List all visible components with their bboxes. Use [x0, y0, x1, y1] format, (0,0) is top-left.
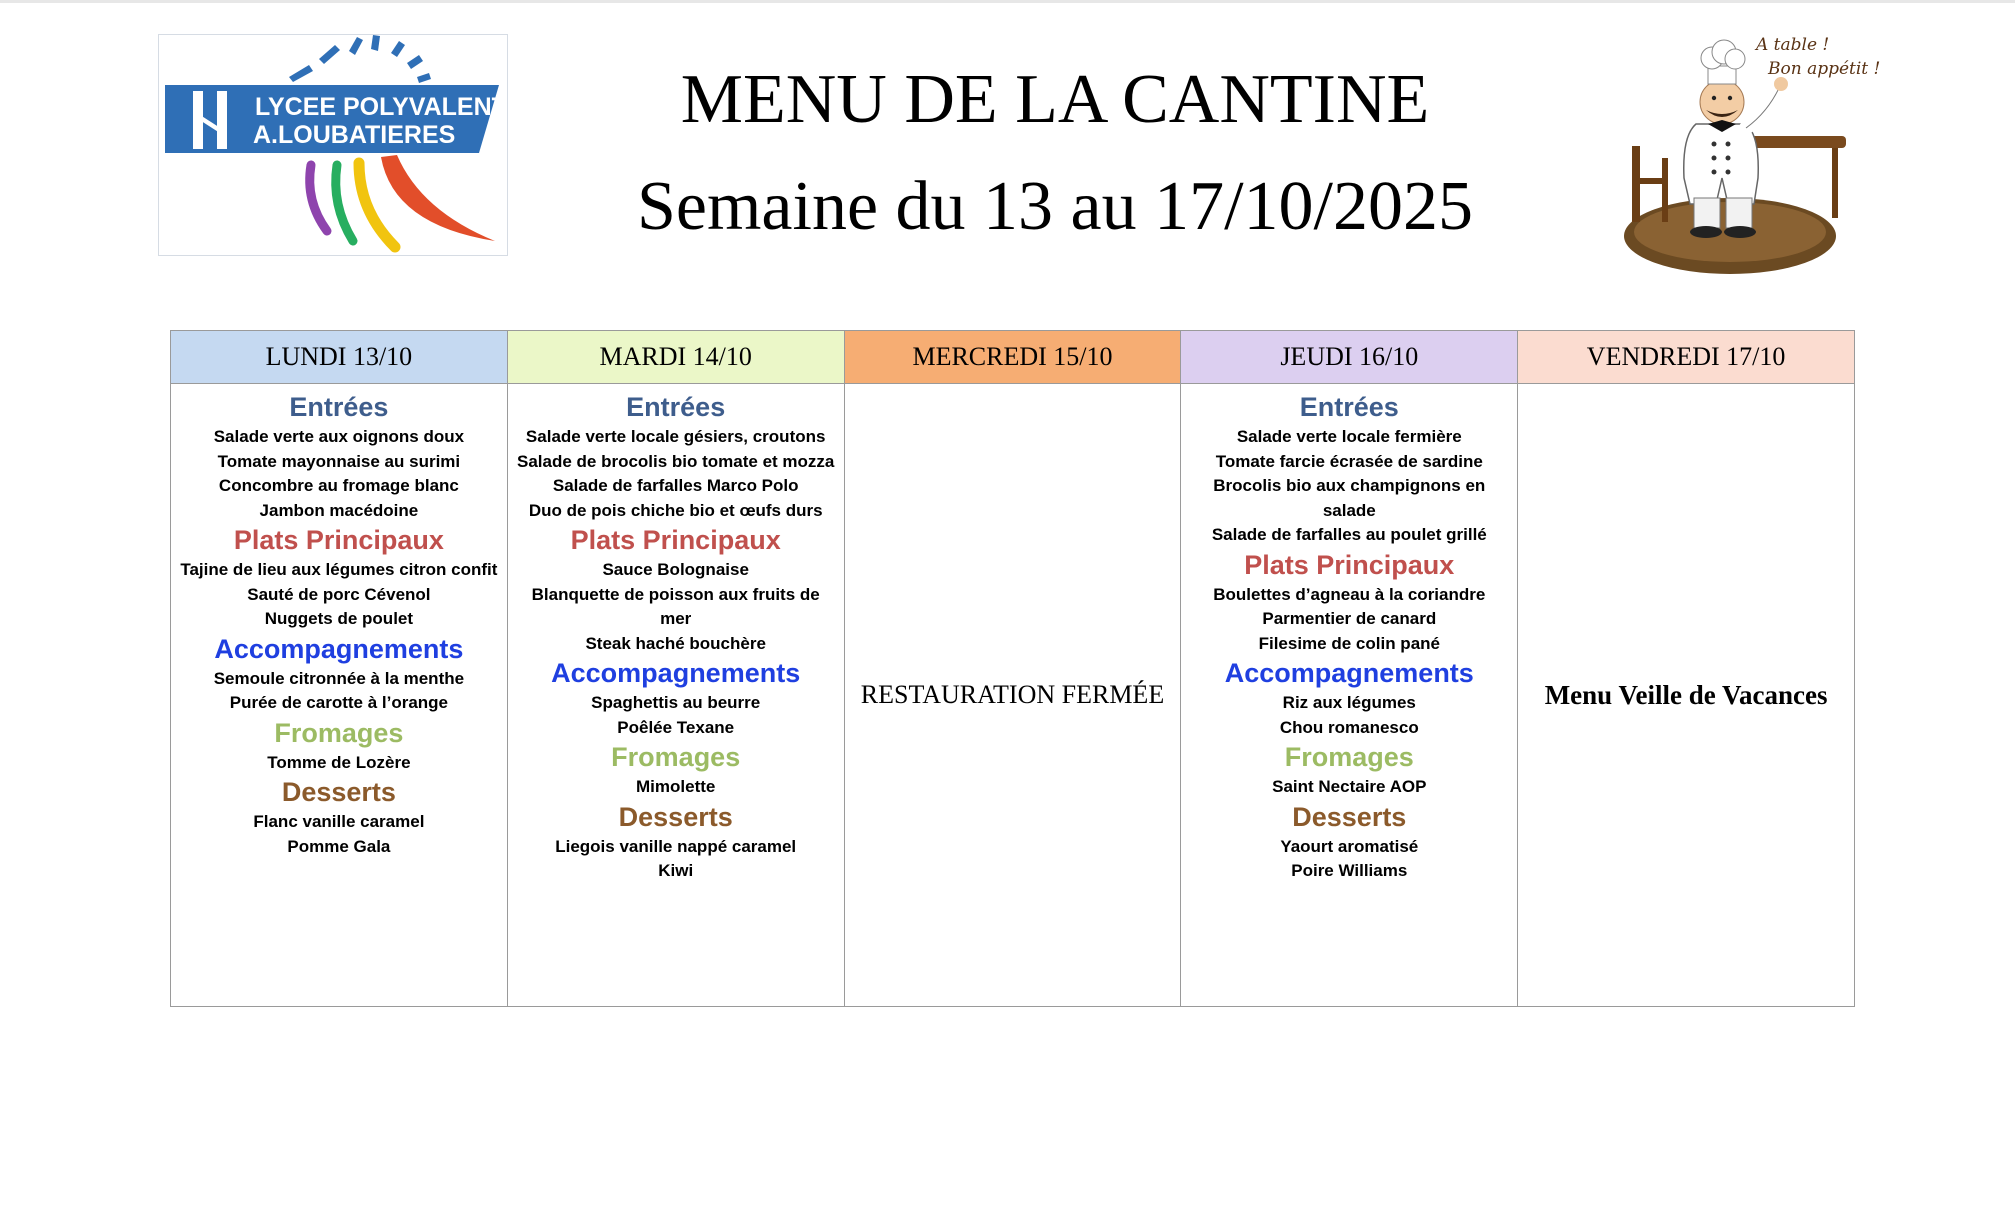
menu-item: Boulettes d’agneau à la coriandre	[1213, 584, 1486, 604]
menu-item: Poire Williams	[1291, 861, 1408, 880]
menu-item: Salade verte aux oignons doux	[213, 427, 465, 446]
header-vendredi: VENDREDI 17/10	[1518, 331, 1855, 384]
accompagnements-title: Accompagnements	[214, 633, 464, 664]
plats-title: Plats Principaux	[570, 525, 781, 555]
menu-item: Tajine de lieu aux légumes citron confit	[180, 560, 498, 579]
weekly-menu-table	[170, 330, 1855, 1007]
menu-item: salade	[1322, 500, 1376, 520]
menu-jeudi	[1181, 384, 1518, 1007]
menu-item: Steak haché bouchère	[585, 633, 766, 653]
menu-item: Sauce Bolognaise	[602, 560, 749, 579]
menu-row	[171, 384, 1855, 1007]
menu-item: Mimolette	[636, 777, 716, 796]
chef-caption-2: Bon appétit !	[1768, 59, 1881, 79]
menu-item: Duo de pois chiche bio et œufs durs	[528, 500, 823, 520]
entrees-title: Entrées	[626, 392, 726, 422]
menu-item: Saint Nectaire AOP	[1272, 777, 1427, 796]
menu-item: Blanquette de poisson aux fruits de	[531, 584, 820, 604]
menu-item: Nuggets de poulet	[264, 609, 414, 628]
menu-mardi	[507, 384, 844, 1007]
plats-title: Plats Principaux	[233, 525, 444, 555]
menu-item: Salade de farfalles au poulet grillé	[1211, 525, 1487, 544]
menu-item: Pomme Gala	[287, 836, 391, 856]
header-mercredi: MERCREDI 15/10	[844, 331, 1181, 384]
menu-item: Spaghettis au beurre	[591, 693, 761, 712]
menu-item: mer	[660, 609, 692, 628]
menu-item: Brocolis bio aux champignons en	[1213, 476, 1486, 495]
logo-line2: A.LOUBATIERES	[253, 121, 456, 149]
page-top-line	[0, 0, 2015, 3]
fromages-title: Fromages	[1284, 742, 1414, 772]
menu-item: Purée de carotte à l’orange	[229, 693, 449, 712]
menu-item: Kiwi	[658, 861, 694, 880]
desserts-title: Desserts	[281, 777, 396, 807]
desserts-title: Desserts	[618, 801, 733, 832]
menu-item: Chou romanesco	[1279, 717, 1419, 737]
menu-item: Poêlée Texane	[617, 717, 735, 737]
menu-item: Salade de brocolis bio tomate et mozza	[516, 451, 835, 471]
closed-notice: RESTAURATION FERMÉE	[860, 680, 1165, 709]
fromages-title: Fromages	[611, 742, 741, 772]
accompagnements-title: Accompagnements	[551, 658, 801, 688]
special-menu-notice: Menu Veille de Vacances	[1544, 679, 1828, 710]
menu-item: Salade verte locale gésiers, croutons	[525, 427, 826, 446]
plats-title: Plats Principaux	[1244, 549, 1455, 580]
menu-item: Semoule citronnée à la menthe	[213, 668, 465, 688]
header-mardi: MARDI 14/10	[507, 331, 844, 384]
menu-mercredi	[844, 384, 1181, 1007]
school-logo	[158, 34, 508, 256]
page-title: MENU DE LA CANTINE	[680, 61, 1430, 138]
menu-lundi	[171, 384, 508, 1007]
menu-item: Liegois vanille nappé caramel	[555, 836, 797, 856]
menu-item: Riz aux légumes	[1282, 693, 1416, 712]
entrees-title: Entrées	[289, 392, 389, 422]
menu-item: Concombre au fromage blanc	[218, 476, 459, 495]
header-jeudi: JEUDI 16/10	[1181, 331, 1518, 384]
menu-item: Tomate farcie écrasée de sardine	[1215, 451, 1483, 471]
entrees-title: Entrées	[1299, 392, 1399, 422]
week-subtitle: Semaine du 13 au 17/10/2025	[636, 168, 1473, 245]
menu-item: Tomate mayonnaise au surimi	[217, 451, 461, 471]
menu-item: Salade verte locale fermière	[1236, 427, 1462, 446]
menu-item: Yaourt aromatisé	[1280, 836, 1419, 856]
menu-item: Parmentier de canard	[1262, 609, 1437, 628]
desserts-title: Desserts	[1292, 801, 1407, 832]
menu-item: Salade de farfalles Marco Polo	[552, 476, 799, 495]
chef-caption-1: A table !	[1756, 35, 1830, 55]
fromages-title: Fromages	[274, 717, 404, 748]
day-header-row	[171, 331, 1855, 384]
menu-item: Sauté de porc Cévenol	[247, 584, 431, 604]
menu-item: Tomme de Lozère	[267, 752, 411, 772]
menu-item: Flanc vanille caramel	[253, 812, 425, 831]
accompagnements-title: Accompagnements	[1224, 658, 1474, 688]
logo-line1: LYCEE POLYVALENT	[255, 93, 507, 121]
menu-item: Jambon macédoine	[259, 500, 419, 520]
chef-illustration	[1618, 28, 1881, 278]
menu-item: Filesime de colin pané	[1258, 633, 1440, 653]
header-lundi: LUNDI 13/10	[171, 331, 508, 384]
menu-vendredi	[1518, 384, 1855, 1007]
